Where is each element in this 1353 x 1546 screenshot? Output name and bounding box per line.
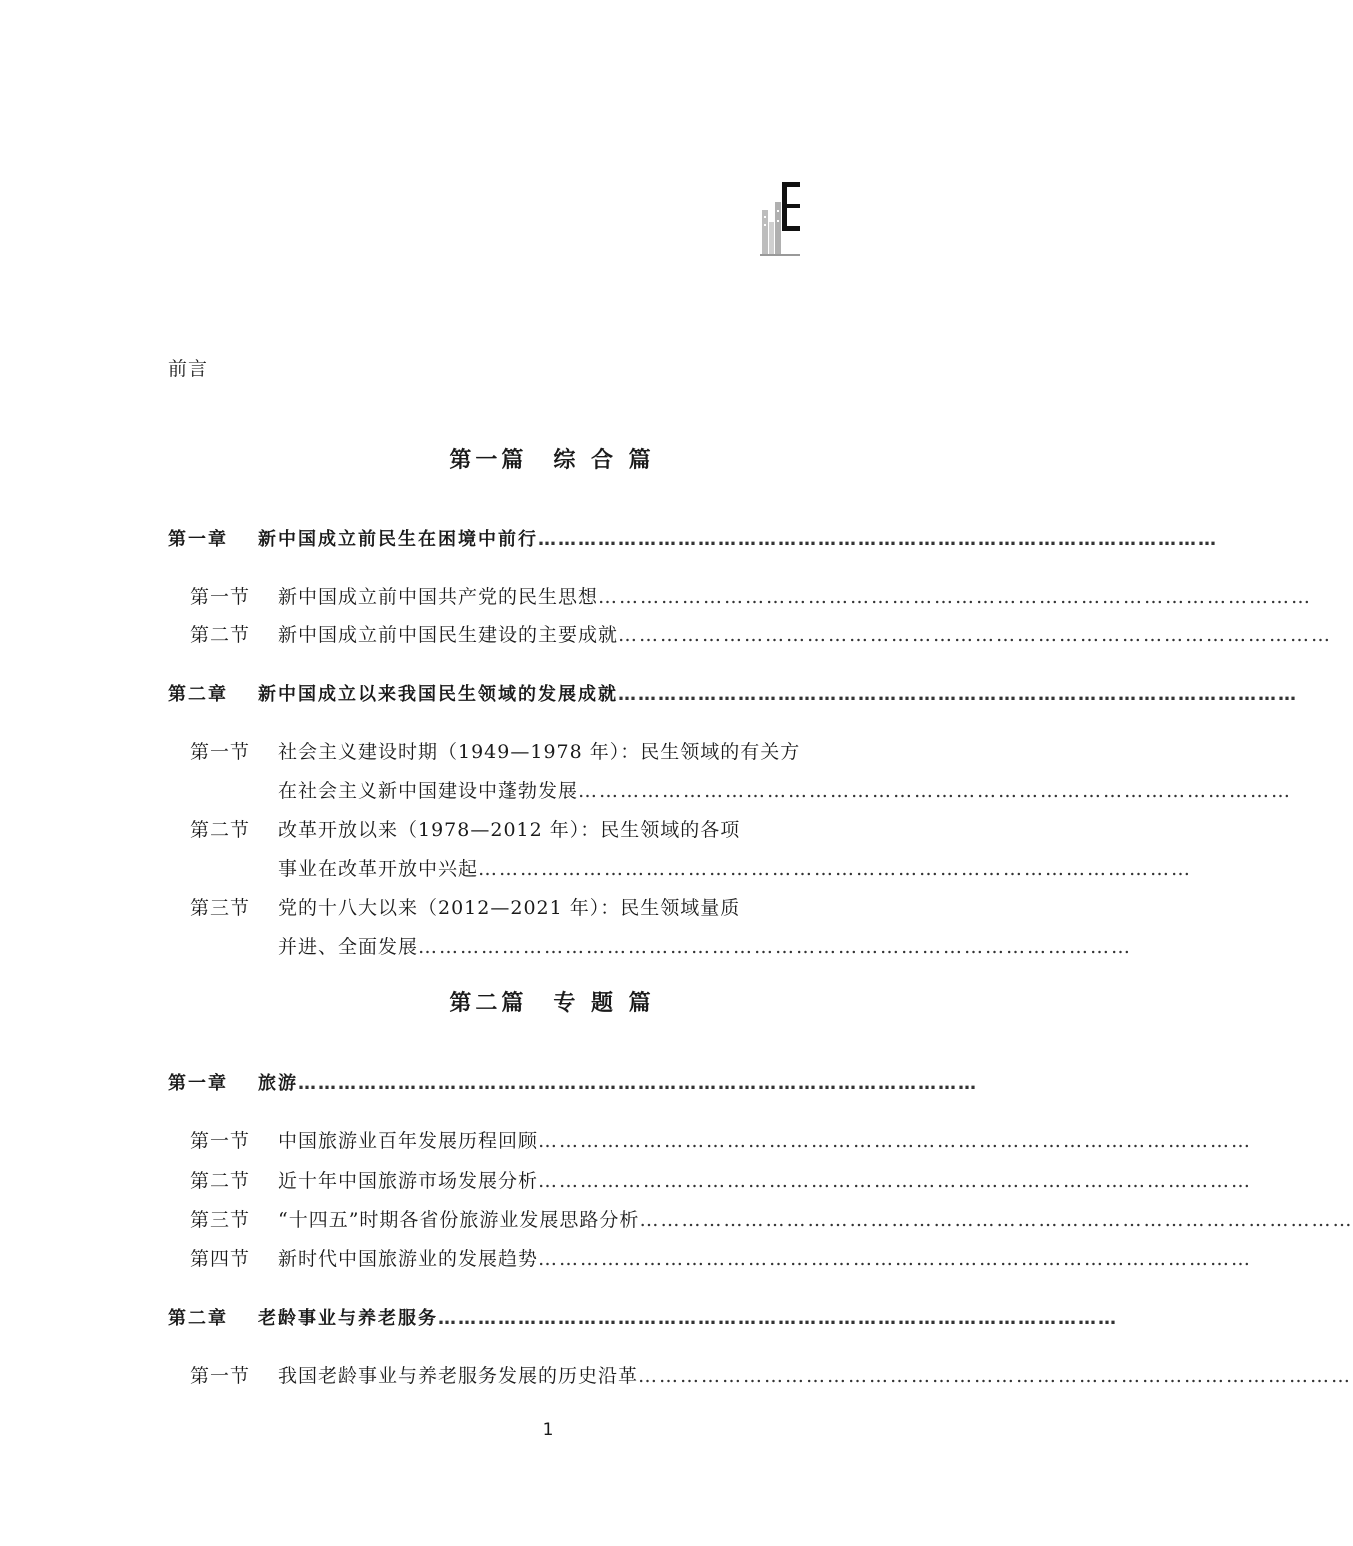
leader-dots: ………………………………………………………………………………………… bbox=[578, 780, 1293, 802]
section-title: 改革开放以来（1978—2012 年）：民生领域的各项 bbox=[278, 819, 741, 841]
section-entry[interactable] bbox=[190, 739, 800, 765]
part-title: 第二篇 专 题 篇 bbox=[449, 991, 655, 1016]
chapter-title: 新中国成立前民生在困境中前行 bbox=[258, 529, 538, 550]
chapter-entry[interactable] bbox=[168, 1306, 1118, 1332]
page-number: 1 bbox=[542, 1420, 554, 1440]
skyline-logo-icon bbox=[760, 180, 800, 258]
leader-dots: ………………………………………………………………………………………… bbox=[418, 936, 1133, 958]
section-title-continuation[interactable] bbox=[278, 778, 1292, 804]
leader-dots: ………………………………………………………………………………………… bbox=[538, 1170, 1253, 1192]
leader-dots: ………………………………………………………………………………………… bbox=[598, 586, 1313, 608]
section-title: 社会主义建设时期（1949—1978 年）：民生领域的有关方 bbox=[278, 741, 801, 763]
section-number: 第四节 bbox=[190, 1248, 251, 1270]
section-title: 近十年中国旅游市场发展分析 bbox=[278, 1170, 539, 1192]
leader-dots: ………………………………………………………………………………………… bbox=[639, 1209, 1353, 1231]
preface-entry[interactable]: 前言 bbox=[168, 358, 209, 380]
section-title: 新时代中国旅游业的发展趋势 bbox=[278, 1248, 539, 1270]
section-number: 第一节 bbox=[190, 1130, 251, 1152]
section-number: 第二节 bbox=[190, 624, 251, 646]
section-title-continuation[interactable] bbox=[278, 934, 1132, 960]
section-title: 新中国成立前中国民生建设的主要成就 bbox=[278, 624, 619, 646]
section-number: 第二节 bbox=[190, 1170, 251, 1192]
chapter-number: 第一章 bbox=[168, 529, 228, 550]
section-title-cont: 并进、全面发展 bbox=[278, 936, 419, 958]
leader-dots: ………………………………………………………………………………………… bbox=[438, 1308, 1118, 1329]
section-entry[interactable] bbox=[190, 1246, 1252, 1272]
section-number: 第三节 bbox=[190, 1209, 251, 1231]
leader-dots: ………………………………………………………………………………………… bbox=[638, 1365, 1353, 1387]
section-number: 第一节 bbox=[190, 1365, 251, 1387]
leader-dots: ………………………………………………………………………………………… bbox=[538, 529, 1218, 550]
section-entry[interactable] bbox=[190, 584, 1312, 610]
section-title-continuation[interactable] bbox=[278, 856, 1192, 882]
section-title: 我国老龄事业与养老服务发展的历史沿革 bbox=[278, 1365, 639, 1387]
section-title: “十四五”时期各省份旅游业发展思路分析 bbox=[278, 1209, 640, 1231]
chapter-entry[interactable] bbox=[168, 682, 1298, 708]
section-entry[interactable] bbox=[190, 817, 740, 843]
section-number: 第一节 bbox=[190, 586, 251, 608]
section-title: 党的十八大以来（2012—2021 年）：民生领域量质 bbox=[278, 897, 741, 919]
leader-dots: ………………………………………………………………………………………… bbox=[618, 624, 1333, 646]
leader-dots: ………………………………………………………………………………………… bbox=[538, 1248, 1253, 1270]
part-title: 第一篇 综 合 篇 bbox=[449, 448, 655, 473]
section-entry[interactable] bbox=[190, 895, 740, 921]
section-entry[interactable] bbox=[190, 622, 1332, 648]
section-entry[interactable] bbox=[190, 1207, 1353, 1233]
section-entry[interactable] bbox=[190, 1168, 1252, 1194]
chapter-title: 老龄事业与养老服务 bbox=[258, 1308, 438, 1329]
leader-dots: ………………………………………………………………………………………… bbox=[538, 1130, 1253, 1152]
section-entry[interactable] bbox=[190, 1363, 1352, 1389]
chapter-entry[interactable] bbox=[168, 527, 1218, 553]
chapter-number: 第二章 bbox=[168, 1308, 228, 1329]
section-number: 第一节 bbox=[190, 741, 251, 763]
section-number: 第二节 bbox=[190, 819, 251, 841]
chapter-entry[interactable] bbox=[168, 1071, 978, 1097]
leader-dots: ………………………………………………………………………………………… bbox=[478, 858, 1193, 880]
section-title: 新中国成立前中国共产党的民生思想 bbox=[278, 586, 599, 608]
section-number: 第三节 bbox=[190, 897, 251, 919]
chapter-number: 第一章 bbox=[168, 1073, 228, 1094]
section-entry[interactable] bbox=[190, 1128, 1252, 1154]
chapter-title: 旅游 bbox=[258, 1073, 298, 1094]
leader-dots: ………………………………………………………………………………………… bbox=[618, 684, 1298, 705]
section-title: 中国旅游业百年发展历程回顾 bbox=[278, 1130, 539, 1152]
section-title-cont: 在社会主义新中国建设中蓬勃发展 bbox=[278, 780, 579, 802]
chapter-title: 新中国成立以来我国民生领域的发展成就 bbox=[258, 684, 618, 705]
leader-dots: ………………………………………………………………………………………… bbox=[298, 1073, 978, 1094]
chapter-number: 第二章 bbox=[168, 684, 228, 705]
section-title-cont: 事业在改革开放中兴起 bbox=[278, 858, 479, 880]
